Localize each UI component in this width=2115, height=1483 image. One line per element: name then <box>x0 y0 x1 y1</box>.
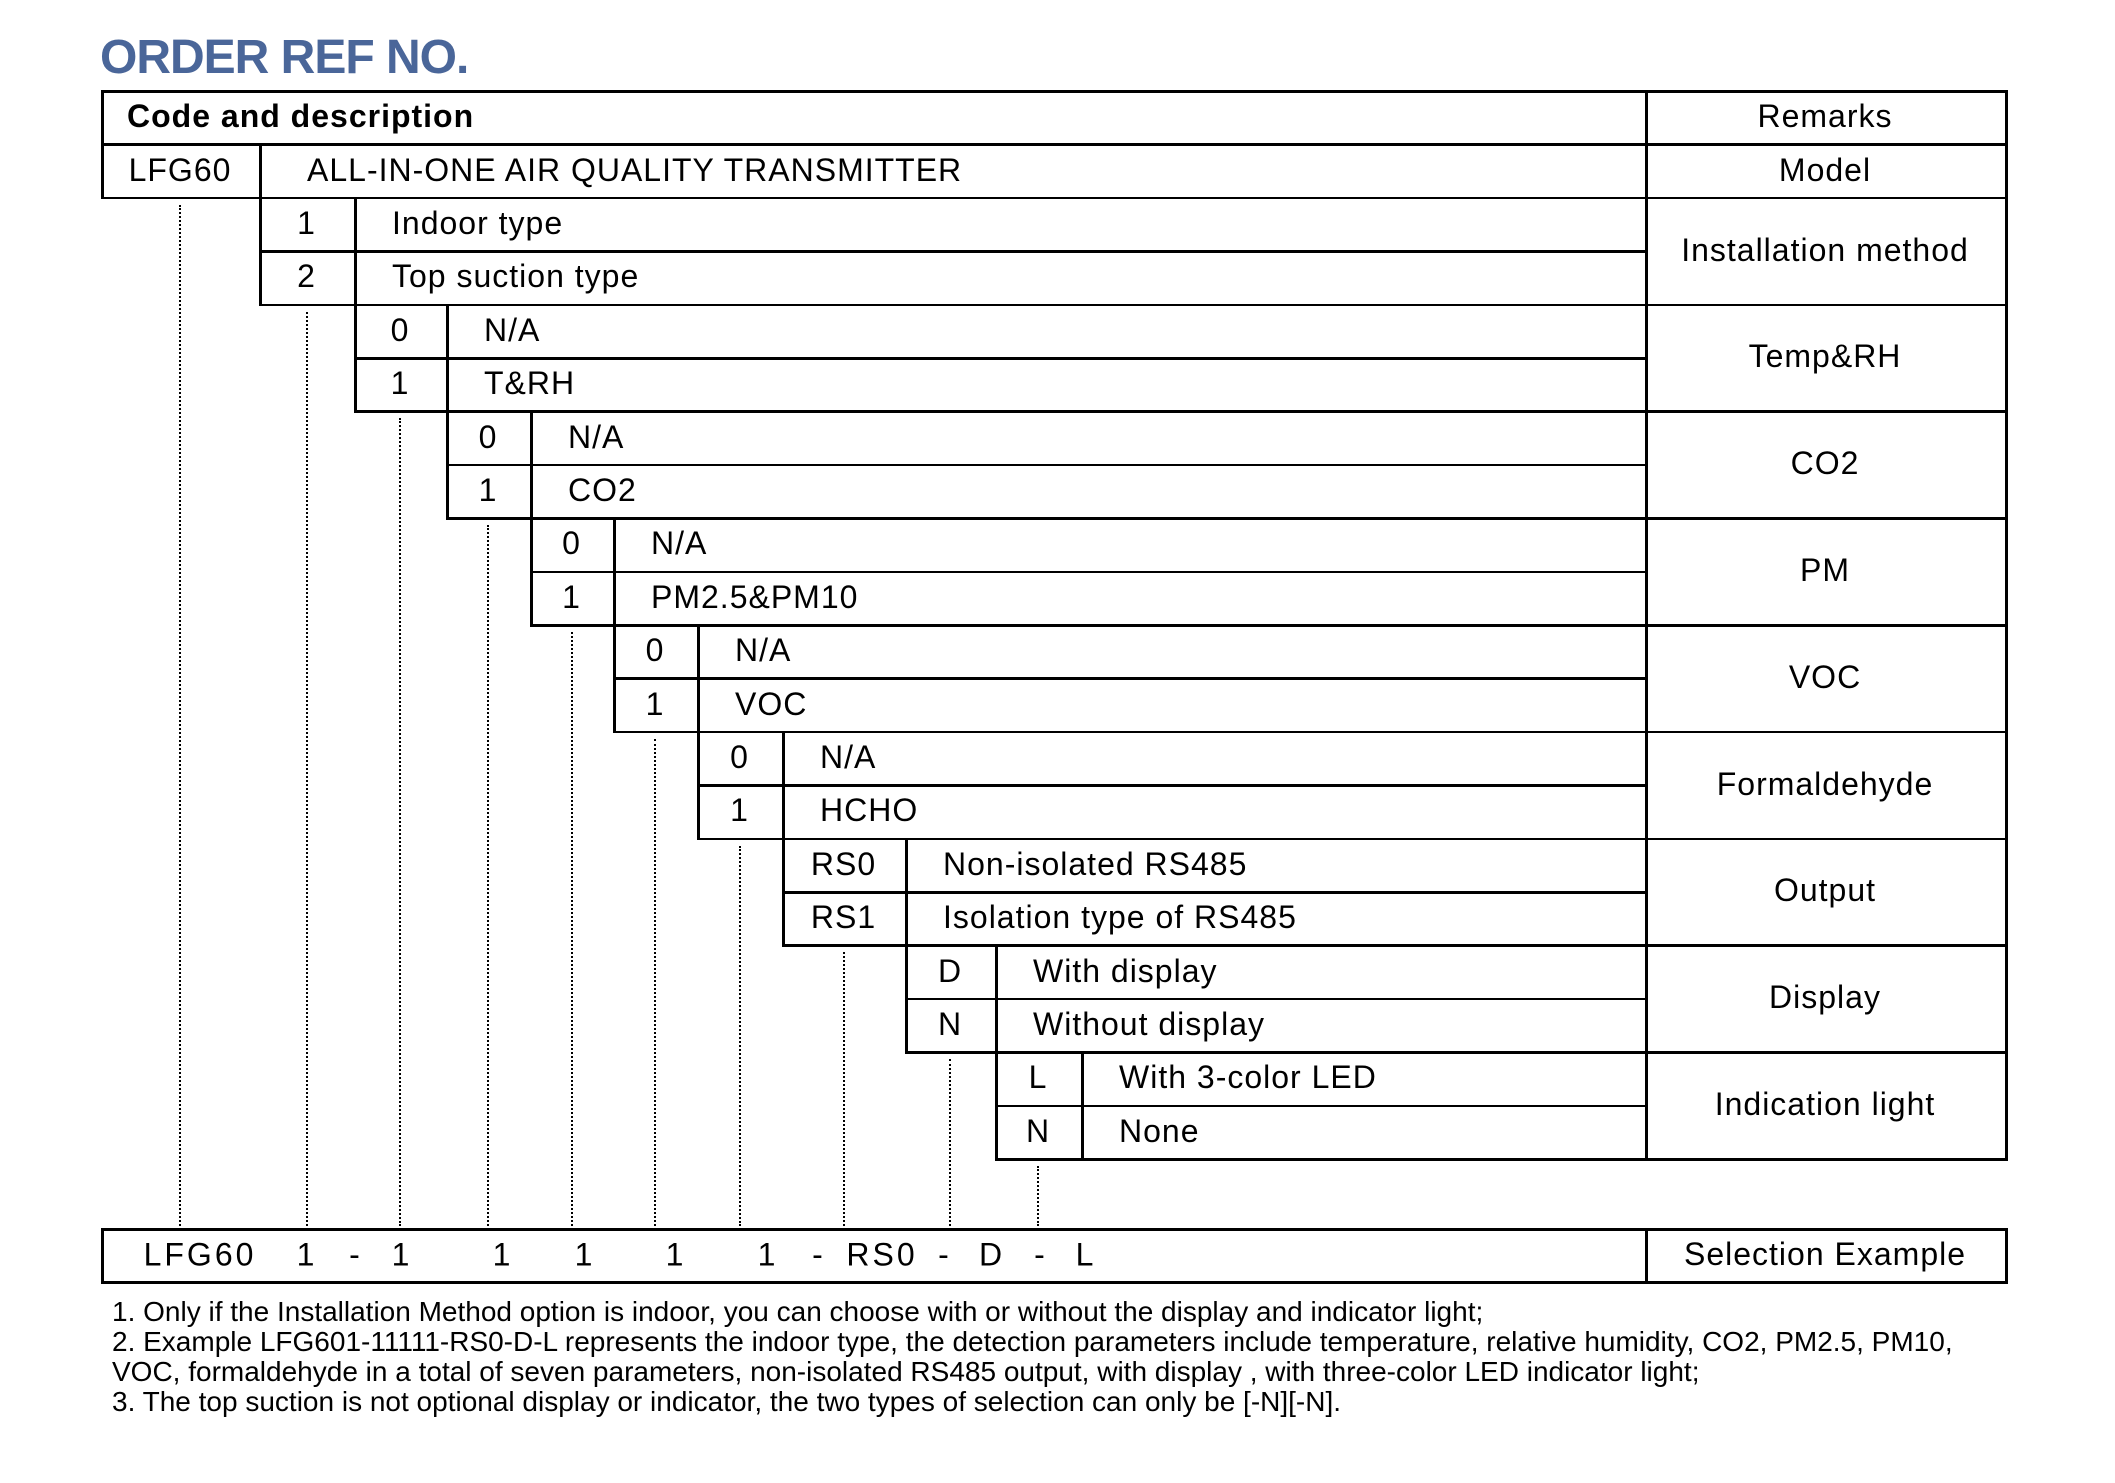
option-description: None <box>1119 1112 1200 1149</box>
dotted-guide-line <box>487 525 489 1226</box>
model-code-separator <box>259 143 262 196</box>
dotted-guide-line <box>571 632 573 1226</box>
example-separator: - <box>349 1236 363 1272</box>
option-code: RS1 <box>810 899 877 936</box>
model-remark: Model <box>1778 151 1872 188</box>
option-code: 0 <box>562 525 581 562</box>
example-token: 1 <box>492 1236 514 1272</box>
option-description: With 3-color LED <box>1119 1059 1377 1096</box>
option-description: Indoor type <box>392 204 564 241</box>
model-code: LFG60 <box>128 151 232 188</box>
option-code: 0 <box>730 738 749 775</box>
group-remark: Installation method <box>1681 231 1969 268</box>
dotted-guide-line <box>399 418 401 1226</box>
example-right-border <box>2005 1228 2008 1284</box>
option-description: VOC <box>735 685 808 722</box>
option-description: Without display <box>1033 1005 1265 1042</box>
dotted-guide-line <box>843 952 845 1226</box>
option-description: N/A <box>484 311 541 348</box>
dotted-guide-line <box>179 205 181 1226</box>
example-separator: - <box>1034 1236 1048 1272</box>
group-remark: Output <box>1773 872 1877 909</box>
dotted-guide-line <box>306 312 308 1226</box>
group-remark: CO2 <box>1790 445 1860 482</box>
option-description: T&RH <box>484 365 576 402</box>
option-description: CO2 <box>568 471 637 508</box>
group-remark: Formaldehyde <box>1716 765 1934 802</box>
group-remark: Indication light <box>1714 1086 1936 1123</box>
note-2: 2. Example LFG601-11111-RS0-D-L represents the indoor type, the detection parameters include temperature, relative humidity, CO2, PM2.5, PM10, VOC, formaldehyde in a total of seven parameters, non-isolated RS485 output, with display , with three-color LED indicator light; <box>112 1326 1953 1387</box>
example-token: 1 <box>757 1236 779 1272</box>
selection-example-code <box>0 1228 1645 1281</box>
option-description: HCHO <box>820 792 919 829</box>
option-code: 1 <box>297 204 316 241</box>
option-code: 0 <box>478 418 498 455</box>
group-remark: PM <box>1800 552 1850 589</box>
option-description: N/A <box>651 525 708 562</box>
option-code: 2 <box>297 258 316 295</box>
example-token: D <box>978 1236 1006 1272</box>
dotted-guide-line <box>949 1059 951 1226</box>
note-3: 3. The top suction is not optional display or indicator, the two types of selection can only be [-N][-N]. <box>112 1386 1342 1417</box>
option-code: 1 <box>562 578 581 615</box>
example-token: 1 <box>665 1236 687 1272</box>
example-token: 1 <box>296 1236 318 1272</box>
option-description: N/A <box>735 632 792 669</box>
example-token: RS0 <box>846 1236 918 1272</box>
option-description: Isolation type of RS485 <box>943 899 1297 936</box>
notes <box>112 1297 2012 1417</box>
group-bottom-border <box>995 1158 2005 1161</box>
example-separator: - <box>812 1236 826 1272</box>
option-description: N/A <box>568 418 625 455</box>
example-separator: - <box>938 1236 952 1272</box>
option-code: D <box>937 952 963 989</box>
option-description: Top suction type <box>392 258 640 295</box>
table-right-border <box>2005 90 2008 1161</box>
option-code: 0 <box>645 632 665 669</box>
example-remark: Selection Example <box>1683 1236 1967 1272</box>
option-code: N <box>937 1005 963 1042</box>
header-remarks: Remarks <box>1757 98 1893 135</box>
group-remark: Display <box>1769 979 1881 1016</box>
note-1: 1. Only if the Installation Method option is indoor, you can choose with or without the display and indicator light; <box>112 1296 1484 1327</box>
example-bottom-border <box>101 1281 2008 1284</box>
option-description: N/A <box>820 738 877 775</box>
option-code: L <box>1028 1059 1048 1096</box>
model-description: ALL-IN-ONE AIR QUALITY TRANSMITTER <box>307 151 963 188</box>
example-token: L <box>1075 1236 1097 1272</box>
group-remark: Temp&RH <box>1748 338 1902 375</box>
dotted-guide-line <box>739 846 741 1226</box>
header-code-description: Code and description <box>127 98 475 135</box>
example-token: 1 <box>391 1236 413 1272</box>
option-description: With display <box>1033 952 1218 989</box>
option-code: 1 <box>645 685 665 722</box>
dotted-guide-line <box>654 739 656 1226</box>
option-description: Non-isolated RS485 <box>943 845 1248 882</box>
example-token: 1 <box>574 1236 596 1272</box>
option-code: 1 <box>390 365 410 402</box>
option-code: 1 <box>478 471 498 508</box>
dotted-guide-line <box>1037 1166 1039 1226</box>
option-code: RS0 <box>810 845 877 882</box>
option-code: 1 <box>730 792 749 829</box>
page-title: ORDER REF NO. <box>100 31 469 84</box>
example-token: LFG60 <box>143 1236 257 1272</box>
option-code: N <box>1025 1112 1051 1149</box>
option-description: PM2.5&PM10 <box>651 578 859 615</box>
group-remark: VOC <box>1788 658 1862 695</box>
option-code: 0 <box>390 311 410 348</box>
